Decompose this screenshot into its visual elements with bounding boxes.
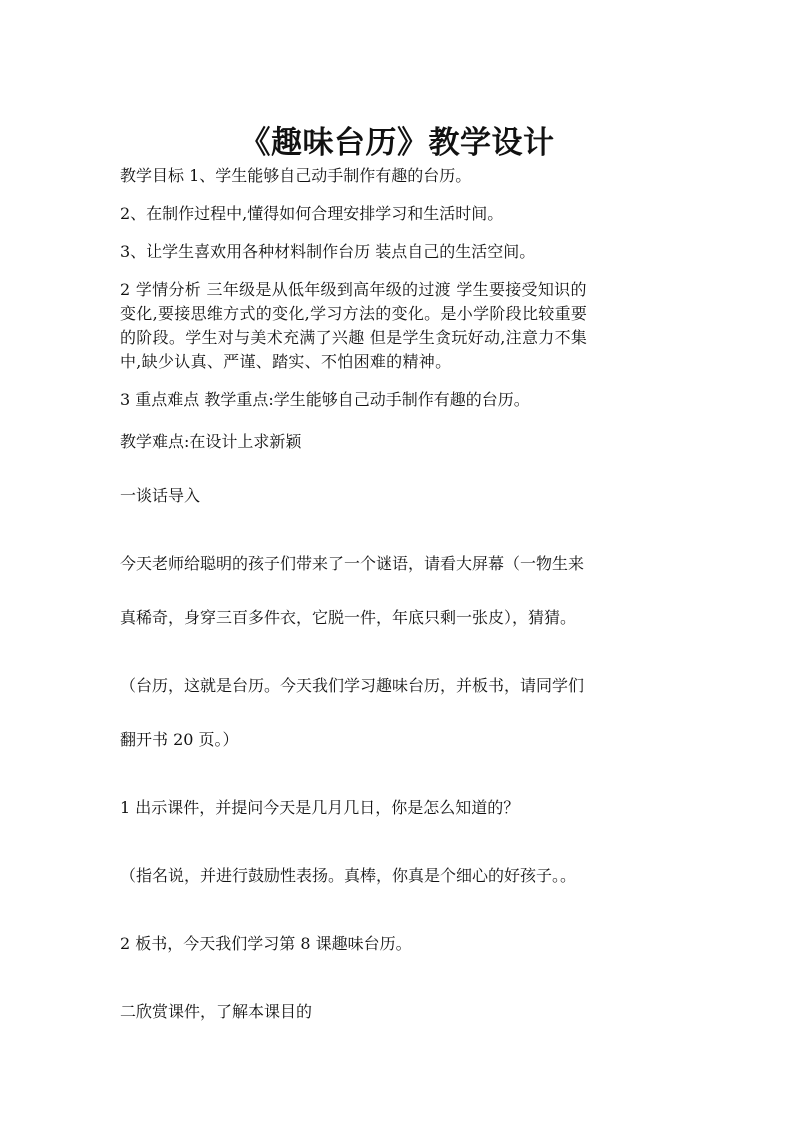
paragraph-goal-3: 3、让学生喜欢用各种材料制作台历 装点自己的生活空间。 xyxy=(120,242,536,261)
paragraph-goal-2: 2、在制作过程中,懂得如何合理安排学习和生活时间。 xyxy=(120,204,504,223)
paragraph-answer-line-2: 翻开书 20 页。） xyxy=(120,730,239,749)
heading-section-2: 二欣赏课件，了解本课目的 xyxy=(120,1002,313,1021)
paragraph-student-analysis-line-1: 2 学情分析 三年级是从低年级到高年级的过渡 学生要接受知识的 xyxy=(120,280,587,299)
paragraph-step-1: 1 出示课件，并提问今天是几月几日，你是怎么知道的？ xyxy=(120,798,520,817)
heading-section-1: 一谈话导入 xyxy=(120,486,201,505)
paragraph-key-points: 3 重点难点 教学重点:学生能够自己动手制作有趣的台历。 xyxy=(120,390,530,409)
paragraph-student-analysis-line-2: 变化,要接思维方式的变化,学习方法的变化。是小学阶段比较重要 xyxy=(120,304,588,323)
paragraph-answer-line-1: （台历，这就是台历。今天我们学习趣味台历，并板书，请同学们 xyxy=(120,676,585,695)
paragraph-riddle-line-1: 今天老师给聪明的孩子们带来了一个谜语，请看大屏幕（一物生来 xyxy=(120,554,585,573)
document-title: 《趣味台历》教学设计 xyxy=(239,124,555,161)
paragraph-difficulty: 教学难点:在设计上求新颖 xyxy=(120,432,302,451)
paragraph-step-2: 2 板书，今天我们学习第 8 课趣味台历。 xyxy=(120,934,412,953)
paragraph-riddle-line-2: 真稀奇，身穿三百多件衣，它脱一件，年底只剩一张皮），猜猜。 xyxy=(120,608,577,627)
paragraph-student-analysis-line-3: 的阶段。学生对与美术充满了兴趣 但是学生贪玩好动,注意力不集 xyxy=(120,328,588,347)
paragraph-teaching-goal: 教学目标 1、学生能够自己动手制作有趣的台历。 xyxy=(120,166,472,185)
paragraph-praise: （指名说，并进行鼓励性表扬。真棒，你真是个细心的好孩子。。 xyxy=(120,866,577,885)
paragraph-student-analysis-line-4: 中,缺少认真、严谨、踏实、不怕困难的精神。 xyxy=(120,352,452,371)
document-body xyxy=(120,164,680,1024)
